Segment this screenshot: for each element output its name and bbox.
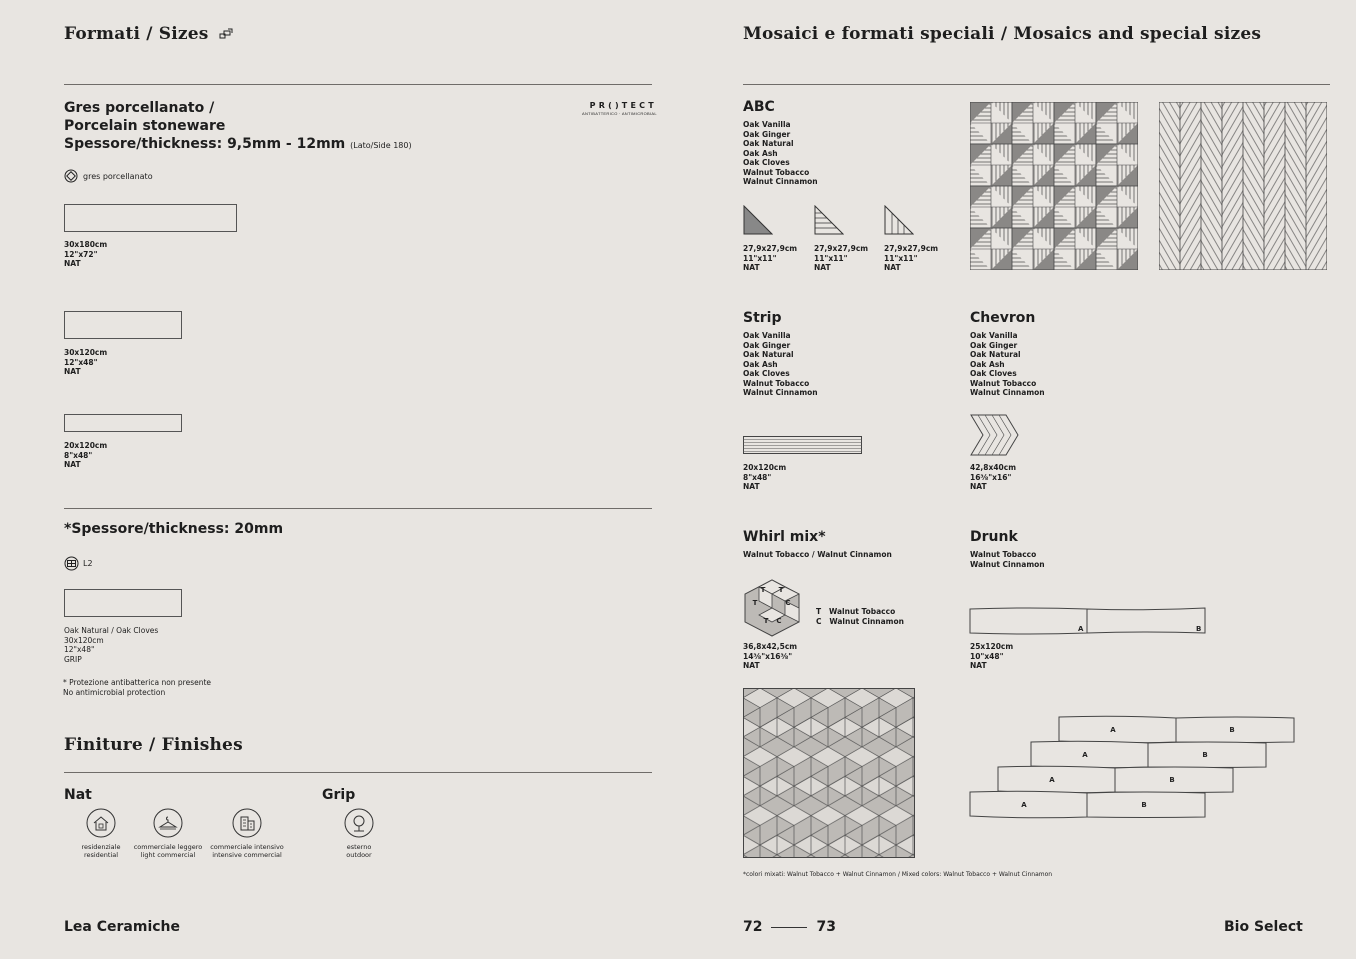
left-page-title: Formati / Sizes <box>64 24 233 44</box>
use-label: commerciale intensivo intensive commercial <box>210 843 284 859</box>
collection-name: Bio Select <box>1224 919 1303 935</box>
drunk-title: Drunk <box>970 529 1018 545</box>
thickness-20-title: *Spessore/thickness: 20mm <box>64 521 284 537</box>
building-icon <box>232 808 262 838</box>
abc-triangle-vertical <box>884 205 914 235</box>
whirl-t-label: T <box>752 599 758 607</box>
drunk-label-a: A <box>1049 776 1055 784</box>
size-label: 27,9x27,9cm 11"x11" NAT <box>884 244 939 272</box>
whirl-c-label: C <box>776 617 782 625</box>
antimicrobial-note: * Protezione antibatterica non presente No antimicrobial protection <box>63 678 212 697</box>
abc-triangle-lined <box>814 205 844 235</box>
strip-color-list: Oak Vanilla Oak Ginger Oak Natural Oak Ash Oak Cloves Walnut Tobacco Walnut Cinnamon <box>743 331 818 397</box>
drunk-label-a: A <box>1082 751 1088 759</box>
size-label: 42,8x40cm 16³⁄₈"x16" NAT <box>970 463 1017 491</box>
chevron-title: Chevron <box>970 310 1036 326</box>
size-label: 30x180cm 12"x72" NAT <box>64 240 108 268</box>
l2-badge: L2 <box>64 556 93 571</box>
use-label: esterno outdoor <box>346 843 372 859</box>
tree-icon <box>344 808 374 838</box>
whirl-t-label: T <box>760 586 766 594</box>
brand-name: Lea Ceramiche <box>64 919 181 935</box>
finishes-title: Finiture / Finishes <box>64 735 243 755</box>
abc-diagonal-pattern-swatch <box>1159 102 1327 270</box>
tile-30x120-20mm <box>64 589 182 617</box>
finish-grip-label: Grip <box>322 787 356 803</box>
material-title: Gres porcellanato / Porcelain stoneware Spessore/thickness: 9,5mm - 12mm (Lato/Side 180) <box>64 100 412 152</box>
drunk-layout-pattern <box>968 715 1298 821</box>
whirl-hexagon-tile <box>743 579 801 637</box>
material-badge: gres porcellanato <box>64 169 153 183</box>
page-numbers <box>743 919 836 935</box>
strip-title: Strip <box>743 310 782 326</box>
divider <box>64 772 652 773</box>
tile-30x180 <box>64 204 237 232</box>
tile-20x120 <box>64 414 182 432</box>
right-page-title: Mosaici e formati speciali / Mosaics and special sizes <box>743 24 1262 44</box>
size-label: 36,8x42,5cm 14³⁄₈"x16³⁄₈" NAT <box>743 642 798 670</box>
size-scale-icon <box>219 28 233 40</box>
page-number-separator <box>771 927 807 928</box>
drunk-label-a: A <box>1021 801 1027 809</box>
divider <box>743 84 1330 85</box>
whirl-title: Whirl mix* <box>743 529 826 545</box>
drunk-label-b: B <box>1141 801 1147 809</box>
chevron-color-list: Oak Vanilla Oak Ginger Oak Natural Oak Ash Oak Cloves Walnut Tobacco Walnut Cinnamon <box>970 331 1045 397</box>
hanger-icon <box>153 808 183 838</box>
drunk-label-b: B <box>1229 726 1235 734</box>
divider <box>64 84 652 85</box>
abc-title: ABC <box>743 99 775 115</box>
porcelain-stoneware-icon <box>64 169 78 183</box>
mixed-colors-note: *colori mixati: Walnut Tobacco + Walnut Cinnamon / Mixed colors: Walnut Tobacco + Walnut Cinnamon <box>743 871 1053 878</box>
size-label: 20x120cm 8"x48" NAT <box>64 441 108 469</box>
whirl-pattern-swatch <box>743 688 915 858</box>
size-label: 30x120cm 12"x48" NAT <box>64 348 108 376</box>
strip-tile <box>743 436 863 455</box>
whirl-legend: T Walnut Tobacco C Walnut Cinnamon <box>816 607 904 626</box>
size-label: 20x120cm 8"x48" NAT <box>743 463 787 491</box>
size-label: 27,9x27,9cm 11"x11" NAT <box>814 244 869 272</box>
size-label: 27,9x27,9cm 11"x11" NAT <box>743 244 798 272</box>
l2-icon <box>64 556 79 571</box>
abc-color-list: Oak Vanilla Oak Ginger Oak Natural Oak Ash Oak Cloves Walnut Tobacco Walnut Cinnamon <box>743 120 818 186</box>
drunk-label-b: B <box>1196 625 1202 633</box>
abc-pattern-swatch <box>970 102 1138 270</box>
drunk-label-b: B <box>1202 751 1208 759</box>
use-label: residenziale residential <box>81 843 121 859</box>
protect-logo: PR()TECT ANTIBATTERICO · ANTIMICROBIAL <box>582 101 657 116</box>
whirl-colors: Walnut Tobacco / Walnut Cinnamon <box>743 550 892 559</box>
size-label: 25x120cm 10"x48" NAT <box>970 642 1014 670</box>
drunk-label-a: A <box>1078 625 1084 633</box>
page-number-left: 72 <box>743 919 763 935</box>
finish-nat-label: Nat <box>64 787 92 803</box>
whirl-t-label: T <box>778 586 784 594</box>
abc-triangle-solid <box>743 205 773 235</box>
drunk-tile-pair <box>969 606 1209 636</box>
house-icon <box>86 808 116 838</box>
size-label: Oak Natural / Oak Cloves 30x120cm 12"x48" GRIP <box>64 626 159 664</box>
page-number-right: 73 <box>816 919 836 935</box>
tile-30x120 <box>64 311 182 339</box>
use-label: commerciale leggero light commercial <box>133 843 203 859</box>
divider <box>64 508 652 509</box>
whirl-c-label: C <box>785 599 791 607</box>
drunk-color-list: Walnut Tobacco Walnut Cinnamon <box>970 550 1045 569</box>
chevron-tile <box>970 414 1020 456</box>
drunk-label-a: A <box>1110 726 1116 734</box>
whirl-t-label: T <box>763 617 769 625</box>
drunk-label-b: B <box>1169 776 1175 784</box>
